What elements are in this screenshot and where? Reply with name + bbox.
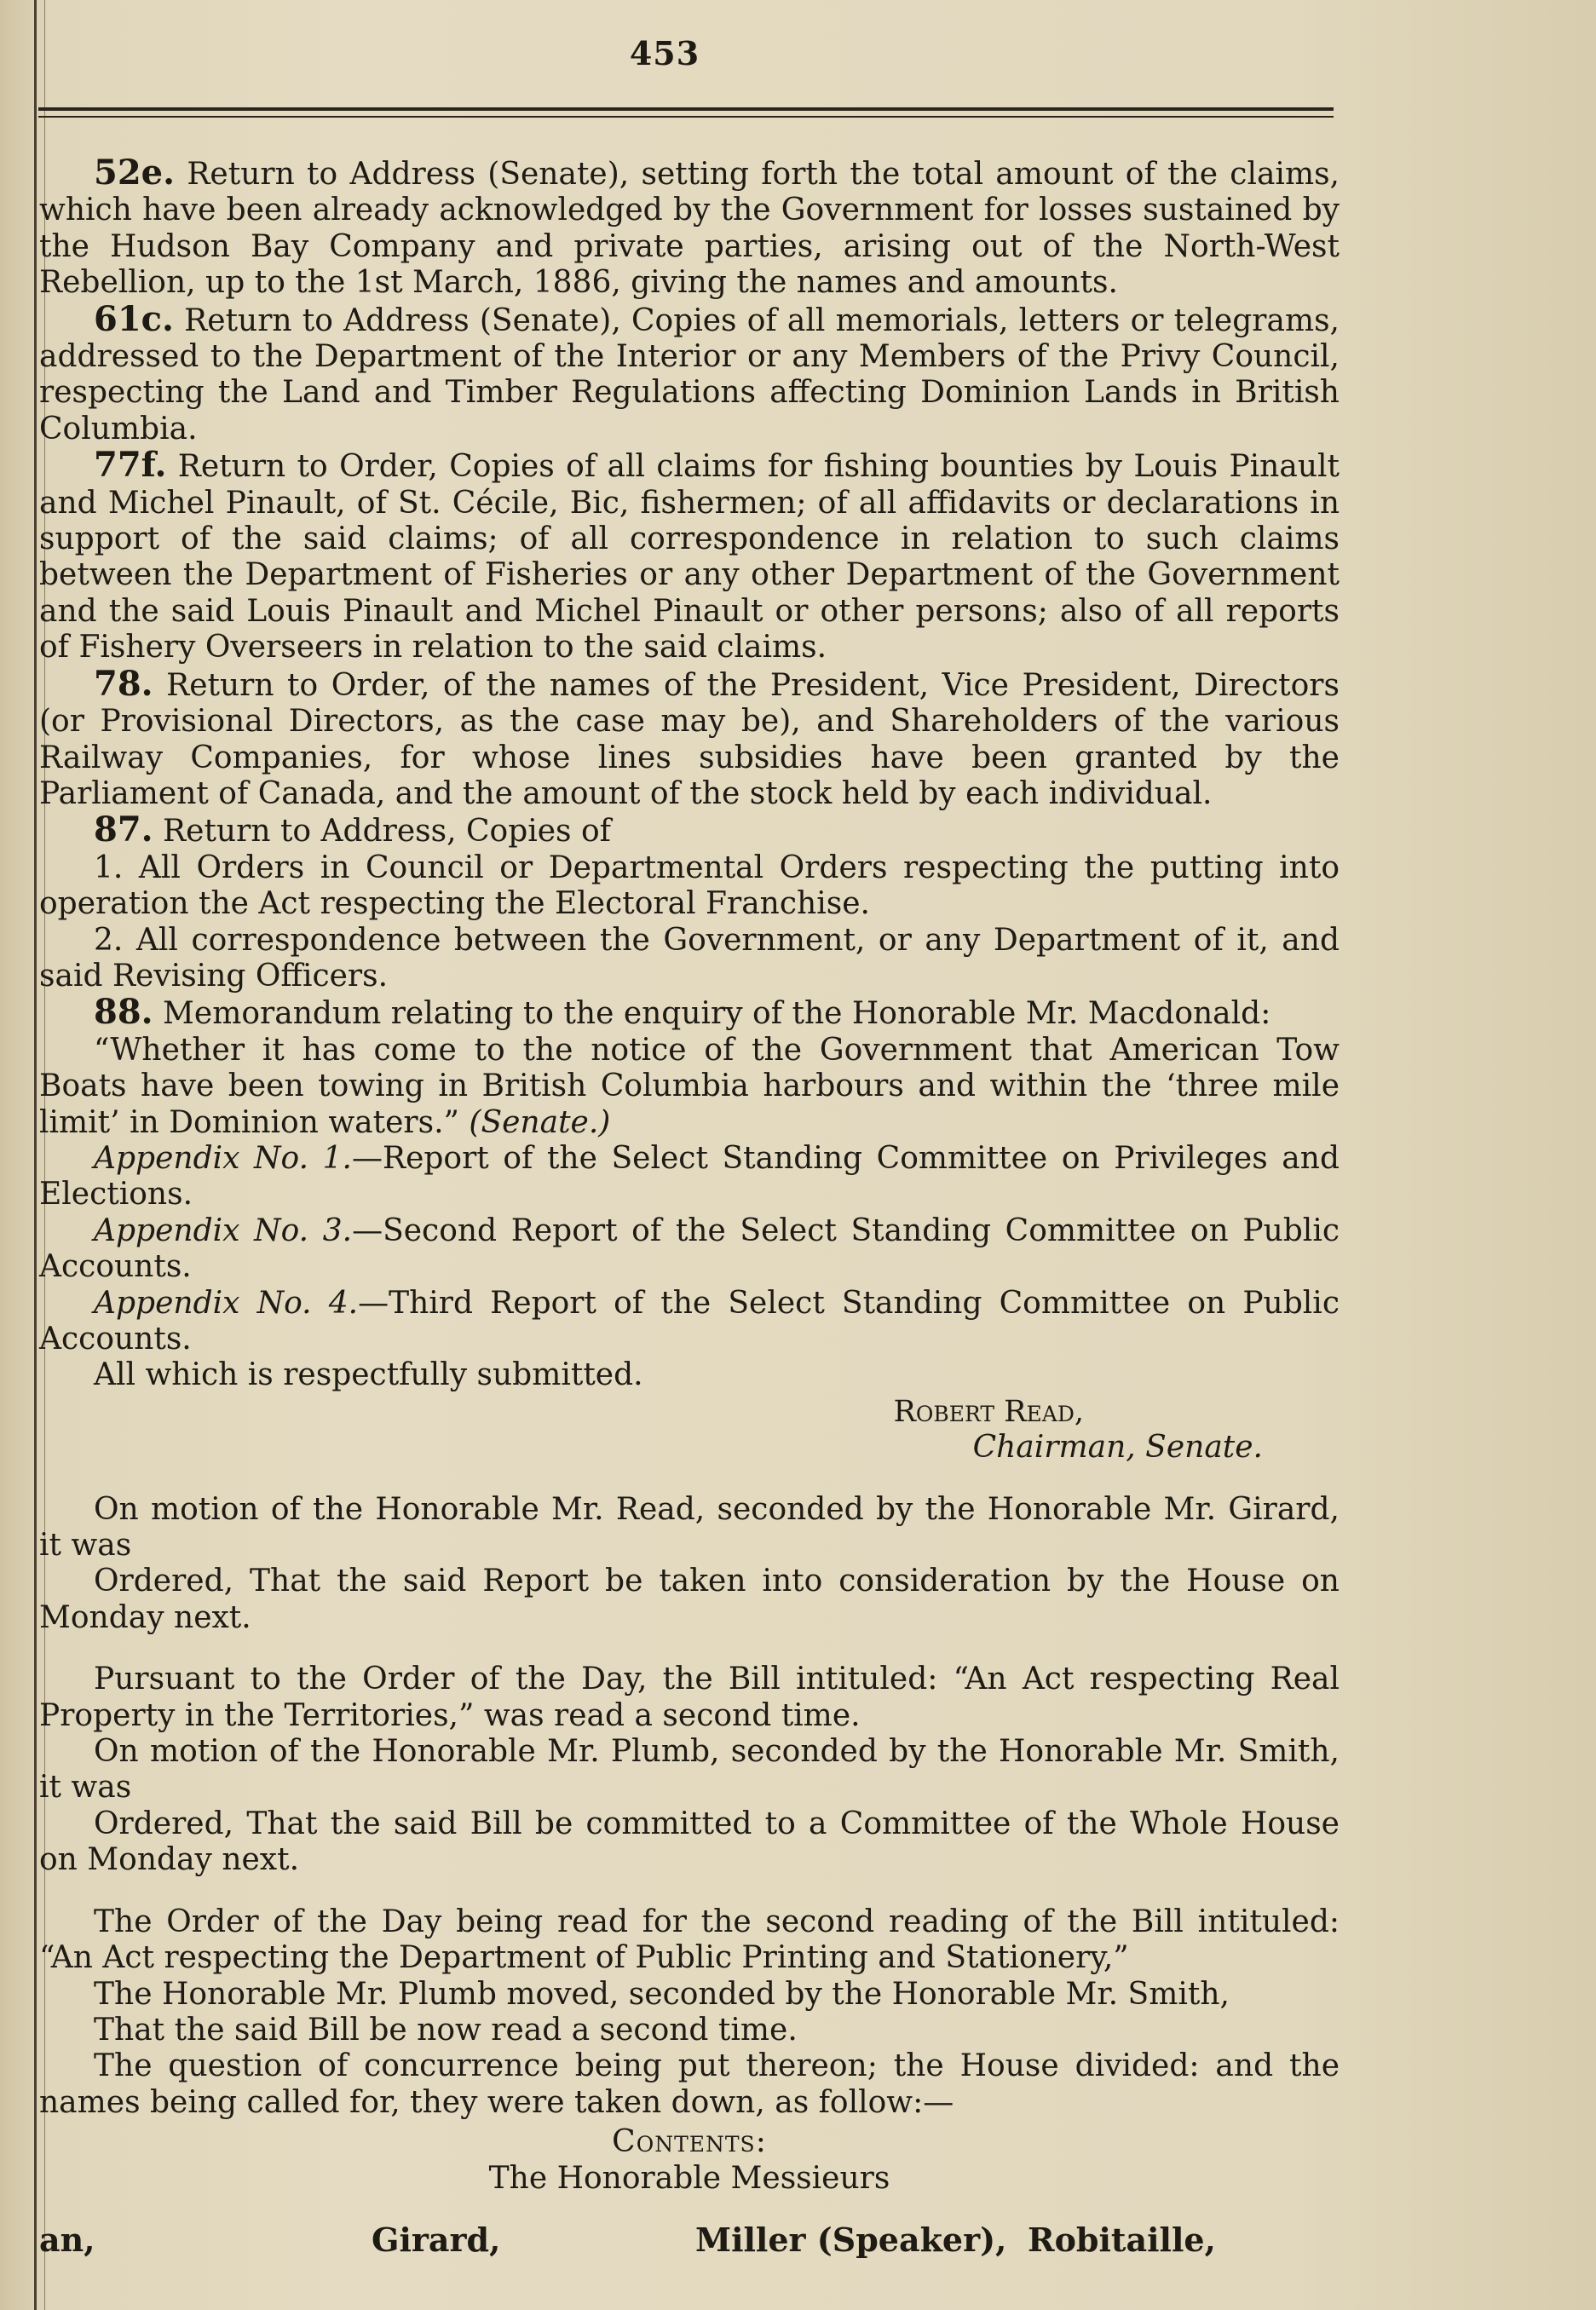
paragraph-61c bbox=[39, 298, 1340, 448]
paragraph-87-item-2: 2. All correspondence between the Government, or any Department of it, and said Revising Officers. bbox=[39, 922, 1340, 994]
header-rule-thin bbox=[38, 116, 1334, 118]
quote-text: “Whether it has come to the notice of the Government that American Tow Boats have been towing in British Columbia harbours and within the ‘three mile limit’ in Dominion waters.” bbox=[39, 1032, 1340, 1140]
item-number: 52e. bbox=[94, 153, 176, 193]
appendix-text: —Second Report of the Select Standing Committee on Public Accounts. bbox=[39, 1213, 1340, 1285]
item-text: Return to Address (Senate), Copies of all memorials, letters or telegrams, addressed to the Department of the Interior or any Members of the Privy Council, respecting the Land and Timber Regulations affecting Dominion Lands in British Columbia. bbox=[39, 302, 1340, 446]
page-body bbox=[39, 155, 1340, 2258]
appendix-3 bbox=[39, 1213, 1340, 1286]
item-text: Return to Address, Copies of bbox=[163, 814, 611, 850]
spacer bbox=[39, 1466, 1340, 1492]
name-entry: Girard, bbox=[372, 2220, 501, 2259]
name-entry: Miller (Speaker), bbox=[695, 2220, 1007, 2259]
name-entry: Robitaille, bbox=[1028, 2220, 1216, 2259]
plumb-moved: The Honorable Mr. Plumb moved, seconded by the Honorable Mr. Smith, bbox=[94, 1976, 1230, 2012]
name-entry: an, bbox=[39, 2220, 95, 2259]
names-row bbox=[39, 2197, 1340, 2258]
appendix-text: —Third Report of the Select Standing Committee on Public Accounts. bbox=[39, 1285, 1340, 1357]
ordered-report: Ordered, That the said Report be taken into consideration by the House on Monday next. bbox=[39, 1564, 1340, 1635]
messieurs-heading: The Honorable Messieurs bbox=[488, 2160, 890, 2196]
appendix-label: Appendix No. 3. bbox=[94, 1213, 353, 1248]
paragraph-88-quote bbox=[39, 1033, 1340, 1141]
item-number: 87. bbox=[94, 809, 153, 850]
item-text: Return to Address (Senate), setting forth the total amount of the claims, which have been already acknowledged by the Government for losses sustained by the Hudson Bay Company and private parties, arising out of the North-West Rebellion, up to the 1st March, 1886, giving the names and amounts. bbox=[39, 157, 1340, 301]
contents-heading: Contents: bbox=[612, 2124, 767, 2160]
question-concurrence: The question of concurrence being put thereon; the House divided: and the names being called for, they were taken down, as follow:— bbox=[39, 2048, 1340, 2120]
item-text: Return to Order, Copies of all claims for fishing bounties by Louis Pinault and Michel Pinault, of St. Cécile, Bic, fishermen; of all affidavits or declarations in support of the said claims; of all correspondence in relation to such claims between the Department of Fisheries or any other Department of the Government and the said Louis Pinault and Michel Pinault or other persons; also of all reports of Fishery Overseers in relation to the said claims. bbox=[39, 449, 1340, 665]
signature-name: Robert Read, bbox=[893, 1394, 1084, 1429]
submitted-line: All which is respectfully submitted. bbox=[94, 1357, 643, 1393]
paragraph-88 bbox=[39, 994, 1340, 1032]
item-number: 77f. bbox=[94, 445, 167, 486]
appendix-text: —Report of the Select Standing Committee on Privileges and Elections. bbox=[39, 1140, 1340, 1213]
appendix-4 bbox=[39, 1286, 1340, 1358]
item-text: Memorandum relating to the enquiry of the Honorable Mr. Macdonald: bbox=[163, 996, 1271, 1032]
appendix-label: Appendix No. 1. bbox=[94, 1140, 352, 1176]
paragraph-87 bbox=[39, 809, 1340, 850]
paragraph-87-item-1: 1. All Orders in Council or Departmental Orders respecting the putting into operation the Act respecting the Electoral Franchise. bbox=[39, 850, 1340, 922]
second-reading: That the said Bill be now read a second time. bbox=[94, 2012, 798, 2048]
paragraph-78 bbox=[39, 663, 1340, 813]
item-number: 78. bbox=[94, 663, 153, 704]
pursuant-paragraph: Pursuant to the Order of the Day, the Bill intituled: “An Act respecting Real Property in the Territories,” was read a second time. bbox=[39, 1662, 1340, 1733]
header-rule bbox=[38, 107, 1334, 111]
motion-plumb: On motion of the Honorable Mr. Plumb, seconded by the Honorable Mr. Smith, it was bbox=[39, 1734, 1340, 1806]
appendix-1 bbox=[39, 1141, 1340, 1213]
item-text: Return to Order, of the names of the President, Vice President, Directors (or Provisional Directors, as the case may be), and Shareholders of the various Railway Companies, for whose lines subsidies have been granted by the Parliament of Canada, and the amount of the stock held by each individual. bbox=[39, 667, 1340, 811]
item-number: 88. bbox=[94, 992, 153, 1033]
motion-read: On motion of the Honorable Mr. Read, seconded by the Honorable Mr. Girard, it was bbox=[39, 1491, 1340, 1564]
spacer bbox=[39, 1636, 1340, 1662]
signature-title: Chairman, Senate. bbox=[972, 1430, 1263, 1466]
senate-note: (Senate.) bbox=[469, 1104, 611, 1140]
order-of-day: The Order of the Day being read for the second reading of the Bill intituled: “An Act respecting the Department of Public Printing and Stationery,” bbox=[39, 1904, 1340, 1976]
binding-edge bbox=[34, 0, 37, 2310]
spacer bbox=[39, 1879, 1340, 1904]
paragraph-52e bbox=[39, 155, 1340, 302]
item-number: 61c. bbox=[94, 298, 174, 339]
appendix-label: Appendix No. 4. bbox=[94, 1285, 359, 1321]
page-number: 453 bbox=[629, 34, 700, 72]
paragraph-77f bbox=[39, 447, 1340, 665]
ordered-bill: Ordered, That the said Bill be committed to a Committee of the Whole House on Monday next. bbox=[39, 1806, 1340, 1878]
